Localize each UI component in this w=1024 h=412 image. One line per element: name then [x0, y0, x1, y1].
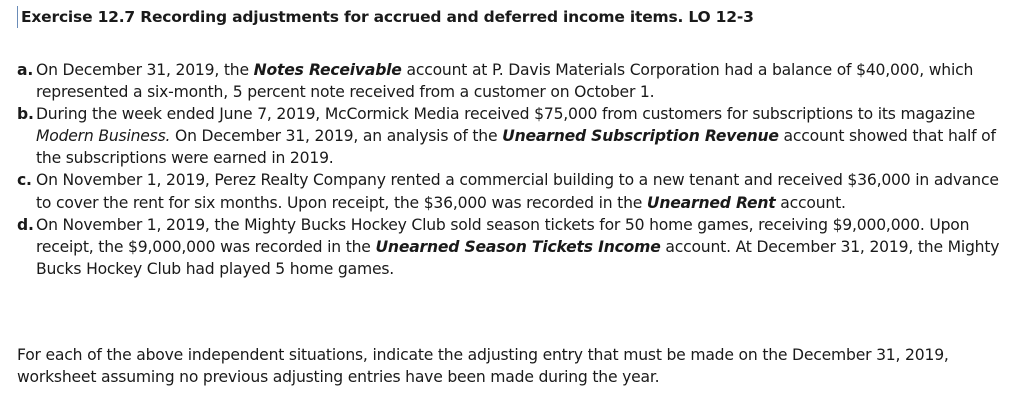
situation-a-text-1: On December 31, 2019, the — [36, 61, 254, 79]
situation-c — [17, 169, 1012, 213]
account-name-unearned-rent: Unearned Rent — [646, 193, 776, 212]
situation-a — [17, 59, 1012, 103]
situation-d-text-1: On November 1, 2019, the Mighty Bucks Hockey Club sold season tickets for 50 home games, receiving $9,000,000. Upon receipt, the $9,000,000 was recorded in the — [36, 215, 970, 256]
situation-a-text — [36, 59, 1012, 103]
account-name-notes-receivable: Notes Receivable — [253, 61, 402, 79]
situation-c-text-2: account. — [775, 193, 846, 212]
situation-a-marker: a. — [17, 61, 34, 79]
situation-d-text-2: account. At December 31, 2019, the Mighty Bucks Hockey Club had played 5 home games. — [36, 237, 1000, 278]
situation-b — [17, 103, 1012, 169]
situation-c-marker: c. — [17, 171, 32, 190]
situation-b-text-3: account showed that half of the subscriptions were earned in 2019. — [36, 127, 996, 168]
situation-b-marker: b. — [17, 105, 34, 124]
situation-b-text-1: During the week ended June 7, 2019, McCormick Media received $75,000 from customers for subscriptions to its magazine — [36, 105, 976, 124]
situation-c-text — [36, 169, 1012, 213]
magazine-title: Modern Business. — [36, 127, 171, 146]
situation-list — [17, 59, 1012, 280]
situation-a-text-2: account at P. Davis Materials Corporation had a balance of $40,000, which represented a six-month, 5 percent note received from a customer on October 1. — [36, 61, 974, 102]
account-name-unearned-subscription-revenue: Unearned Subscription Revenue — [502, 127, 779, 146]
situation-d — [17, 214, 1012, 280]
situation-c-text-1: On November 1, 2019, Perez Realty Company rented a commercial building to a new tenant and received $36,000 in advance to cover the rent for six months. Upon receipt, the $36,000 was recorded in the — [36, 171, 999, 212]
situation-d-text — [36, 214, 1012, 280]
situation-b-text-2: On December 31, 2019, an analysis of the — [170, 127, 503, 146]
situation-d-marker: d. — [17, 215, 34, 234]
instruction-text: For each of the above independent situations, indicate the adjusting entry that must be made on the December 31, 2019, worksheet assuming no previous adjusting entries have been made during the year. — [17, 346, 949, 387]
account-name-unearned-season-tickets-income: Unearned Season Tickets Income — [375, 237, 661, 256]
exercise-title: Exercise 12.7 Recording adjustments for accrued and deferred income items. LO 12-3 — [17, 6, 754, 28]
situation-b-text — [36, 103, 1012, 169]
